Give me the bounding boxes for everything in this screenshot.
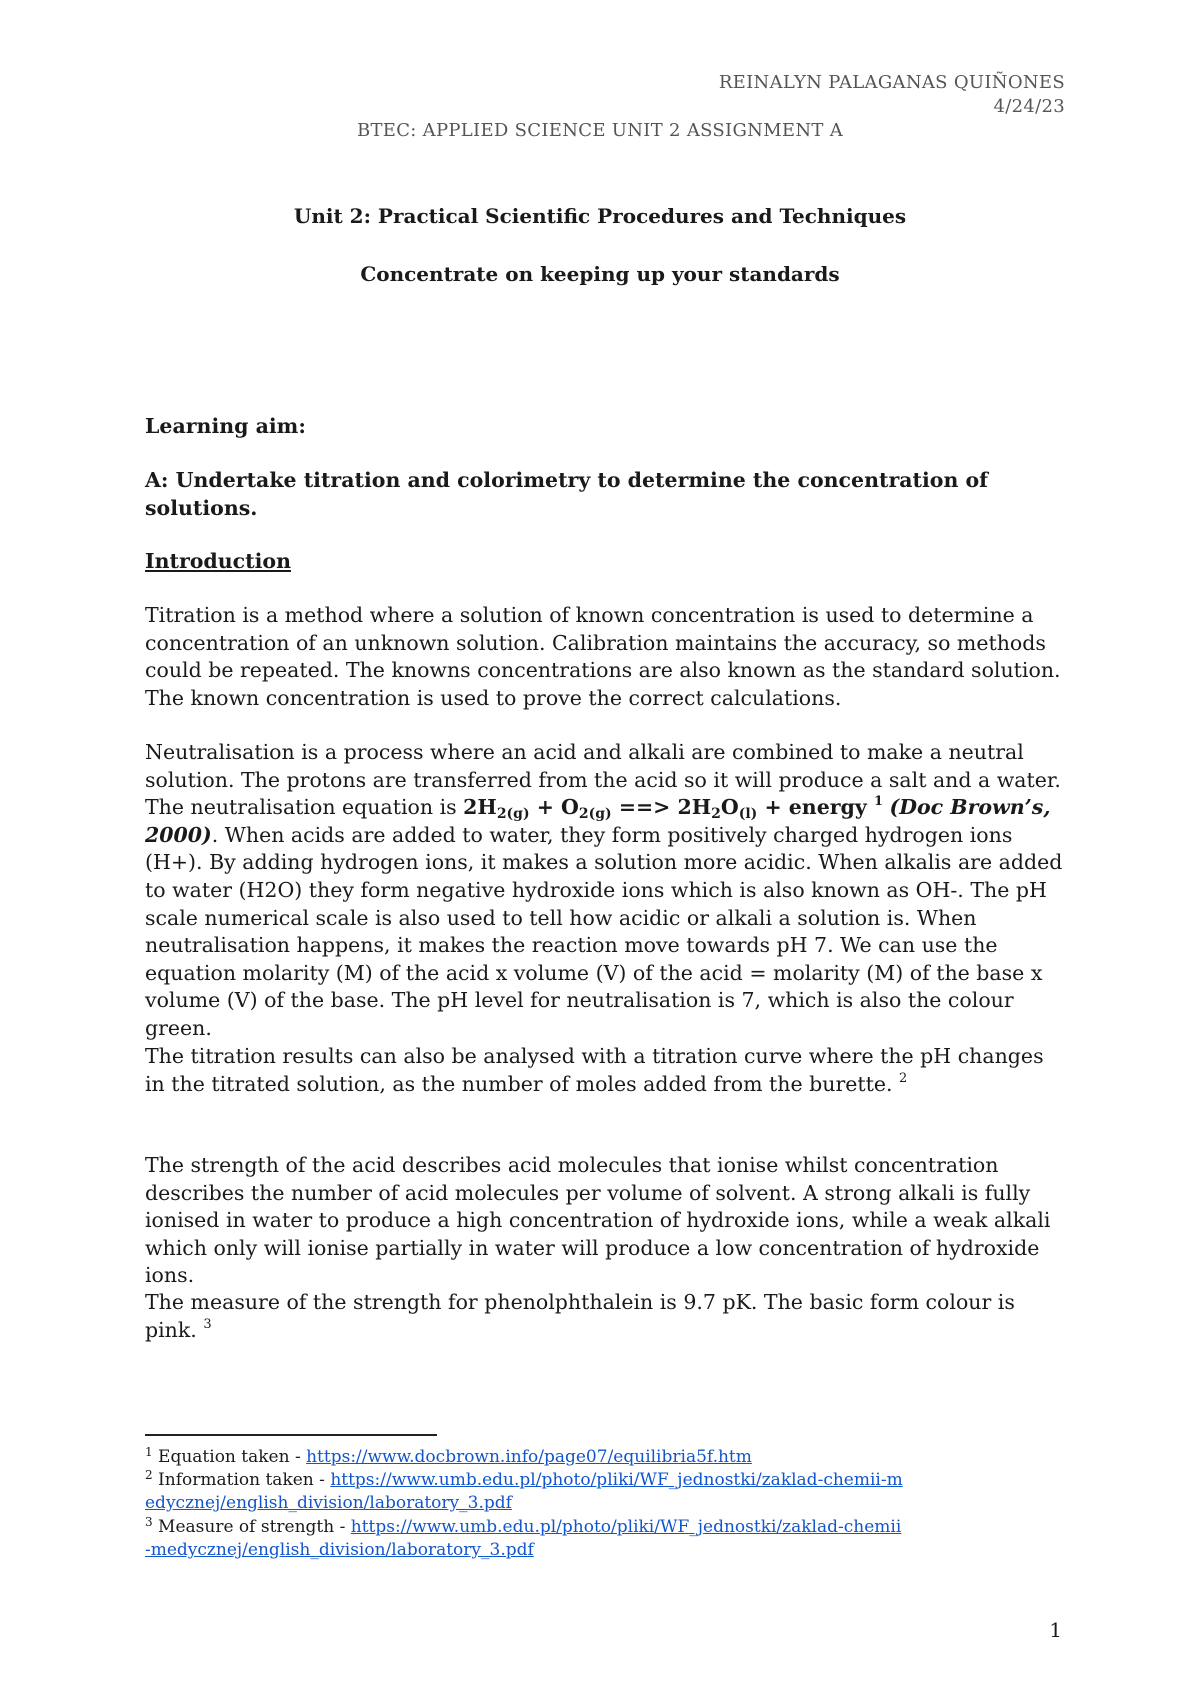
introduction-heading: Introduction <box>145 549 291 573</box>
footnote-2: $^2$ Information taken - https://www.umb.edu.pl/photo/pliki/WF_jednostki/zaklad-chemii-medycznej/english_division/laboratory_3.pdf <box>145 1468 903 1513</box>
neutralisation-text-b: . When acids are added to water, they form positively charged hydrogen ions (H+). By adding hydrogen ions, it makes a solution more acidic. When alkalis are added to water (H2O) they form negative hydroxide ions which is also known as OH-. The pH scale numerical scale is also used to tell how acidic or alkali a solution is. When neutralisation happens, it makes the reaction move towards pH 7. We can use the equation molarity (M) of the acid x volume (V) of the acid = molarity (M) of the base x volume (V) of the base. The pH level for neutralisation is 7, which is also the colour green. <box>145 822 1063 1040</box>
footnote-1: $^1$ Equation taken - https://www.docbrown.info/page07/equilibria5f.htm <box>145 1445 752 1467</box>
document-title: Unit 2: Practical Scientific Procedures and Techniques <box>293 204 907 228</box>
footnote-3: $^3$ Measure of strength - https://www.umb.edu.pl/photo/pliki/WF_jednostki/zaklad-chemii-medycznej/english_division/laboratory_3.pdf <box>145 1515 902 1560</box>
learning-aim-label: Learning aim: <box>145 414 306 438</box>
header-date: 4/24/23 <box>993 96 1065 117</box>
paragraph-titration: Titration is a method where a solution of known concentration is used to determine a concentration of an unknown solution. Calibration maintains the accuracy, so methods could be repeated. The knowns concentrations are also known as the standard solution. The known concentration is used to prove the correct calculations. <box>145 603 1061 710</box>
neutralisation-text-a: Neutralisation is a process where an acid and alkali are combined to make a neutral solution. The protons are transferred from the acid so it will produce a salt and a water. The neutralisation equation is <box>145 740 1061 820</box>
learning-aim-text: A: Undertake titration and colorimetry to determine the concentration of solutions. <box>145 468 988 520</box>
footnote-separator <box>145 1434 437 1436</box>
paragraph-phenolphthalein: The measure of the strength for phenolphthalein is 9.7 pK. The basic form colour is pink. $^3$ <box>145 1290 1015 1342</box>
header-course: BTEC: APPLIED SCIENCE UNIT 2 ASSIGNMENT A <box>356 120 844 141</box>
footnote-ref-2[interactable]: 2 <box>899 1070 908 1086</box>
footnote-1-link[interactable]: https://www.docbrown.info/page07/equilibria5f.htm <box>306 1447 752 1467</box>
footnote-3-link[interactable]: https://www.umb.edu.pl/photo/pliki/WF_jednostki/zaklad-chemii-medycznej/english_division/laboratory_3.pdf <box>145 1517 902 1560</box>
paragraph-titration-curve: The titration results can also be analysed with a titration curve where the pH changes in the titrated solution, as the number of moles added from the burette. $^2$ <box>145 1044 1044 1096</box>
document-subtitle: Concentrate on keeping up your standards <box>360 262 840 286</box>
header-author: REINALYN PALAGANAS QUIÑONES <box>718 72 1065 93</box>
citation: (Doc Brown’s, 2000) <box>145 795 1051 847</box>
paragraph-neutralisation <box>145 739 1065 1043</box>
page-number: 1 <box>1049 1618 1062 1642</box>
equation: $2H_{2(g)} + O_{2(g)}$ ==> $2H_2O_{(l)}$ + energy $^1$ <box>463 794 883 823</box>
footnote-ref-3[interactable]: 3 <box>203 1316 212 1332</box>
paragraph-acid-strength: The strength of the acid describes acid molecules that ionise whilst concentration describes the number of acid molecules per volume of solvent. A strong alkali is fully ionised in water to produce a high concentration of hydroxide ions, while a weak alkali which only will ionise partially in water will produce a low concentration of hydroxide ions. <box>145 1153 1051 1288</box>
footnote-ref-1[interactable]: 1 <box>873 794 883 810</box>
footnote-2-link[interactable]: https://www.umb.edu.pl/photo/pliki/WF_jednostki/zaklad-chemii-medycznej/english_division/laboratory_3.pdf <box>145 1470 903 1513</box>
